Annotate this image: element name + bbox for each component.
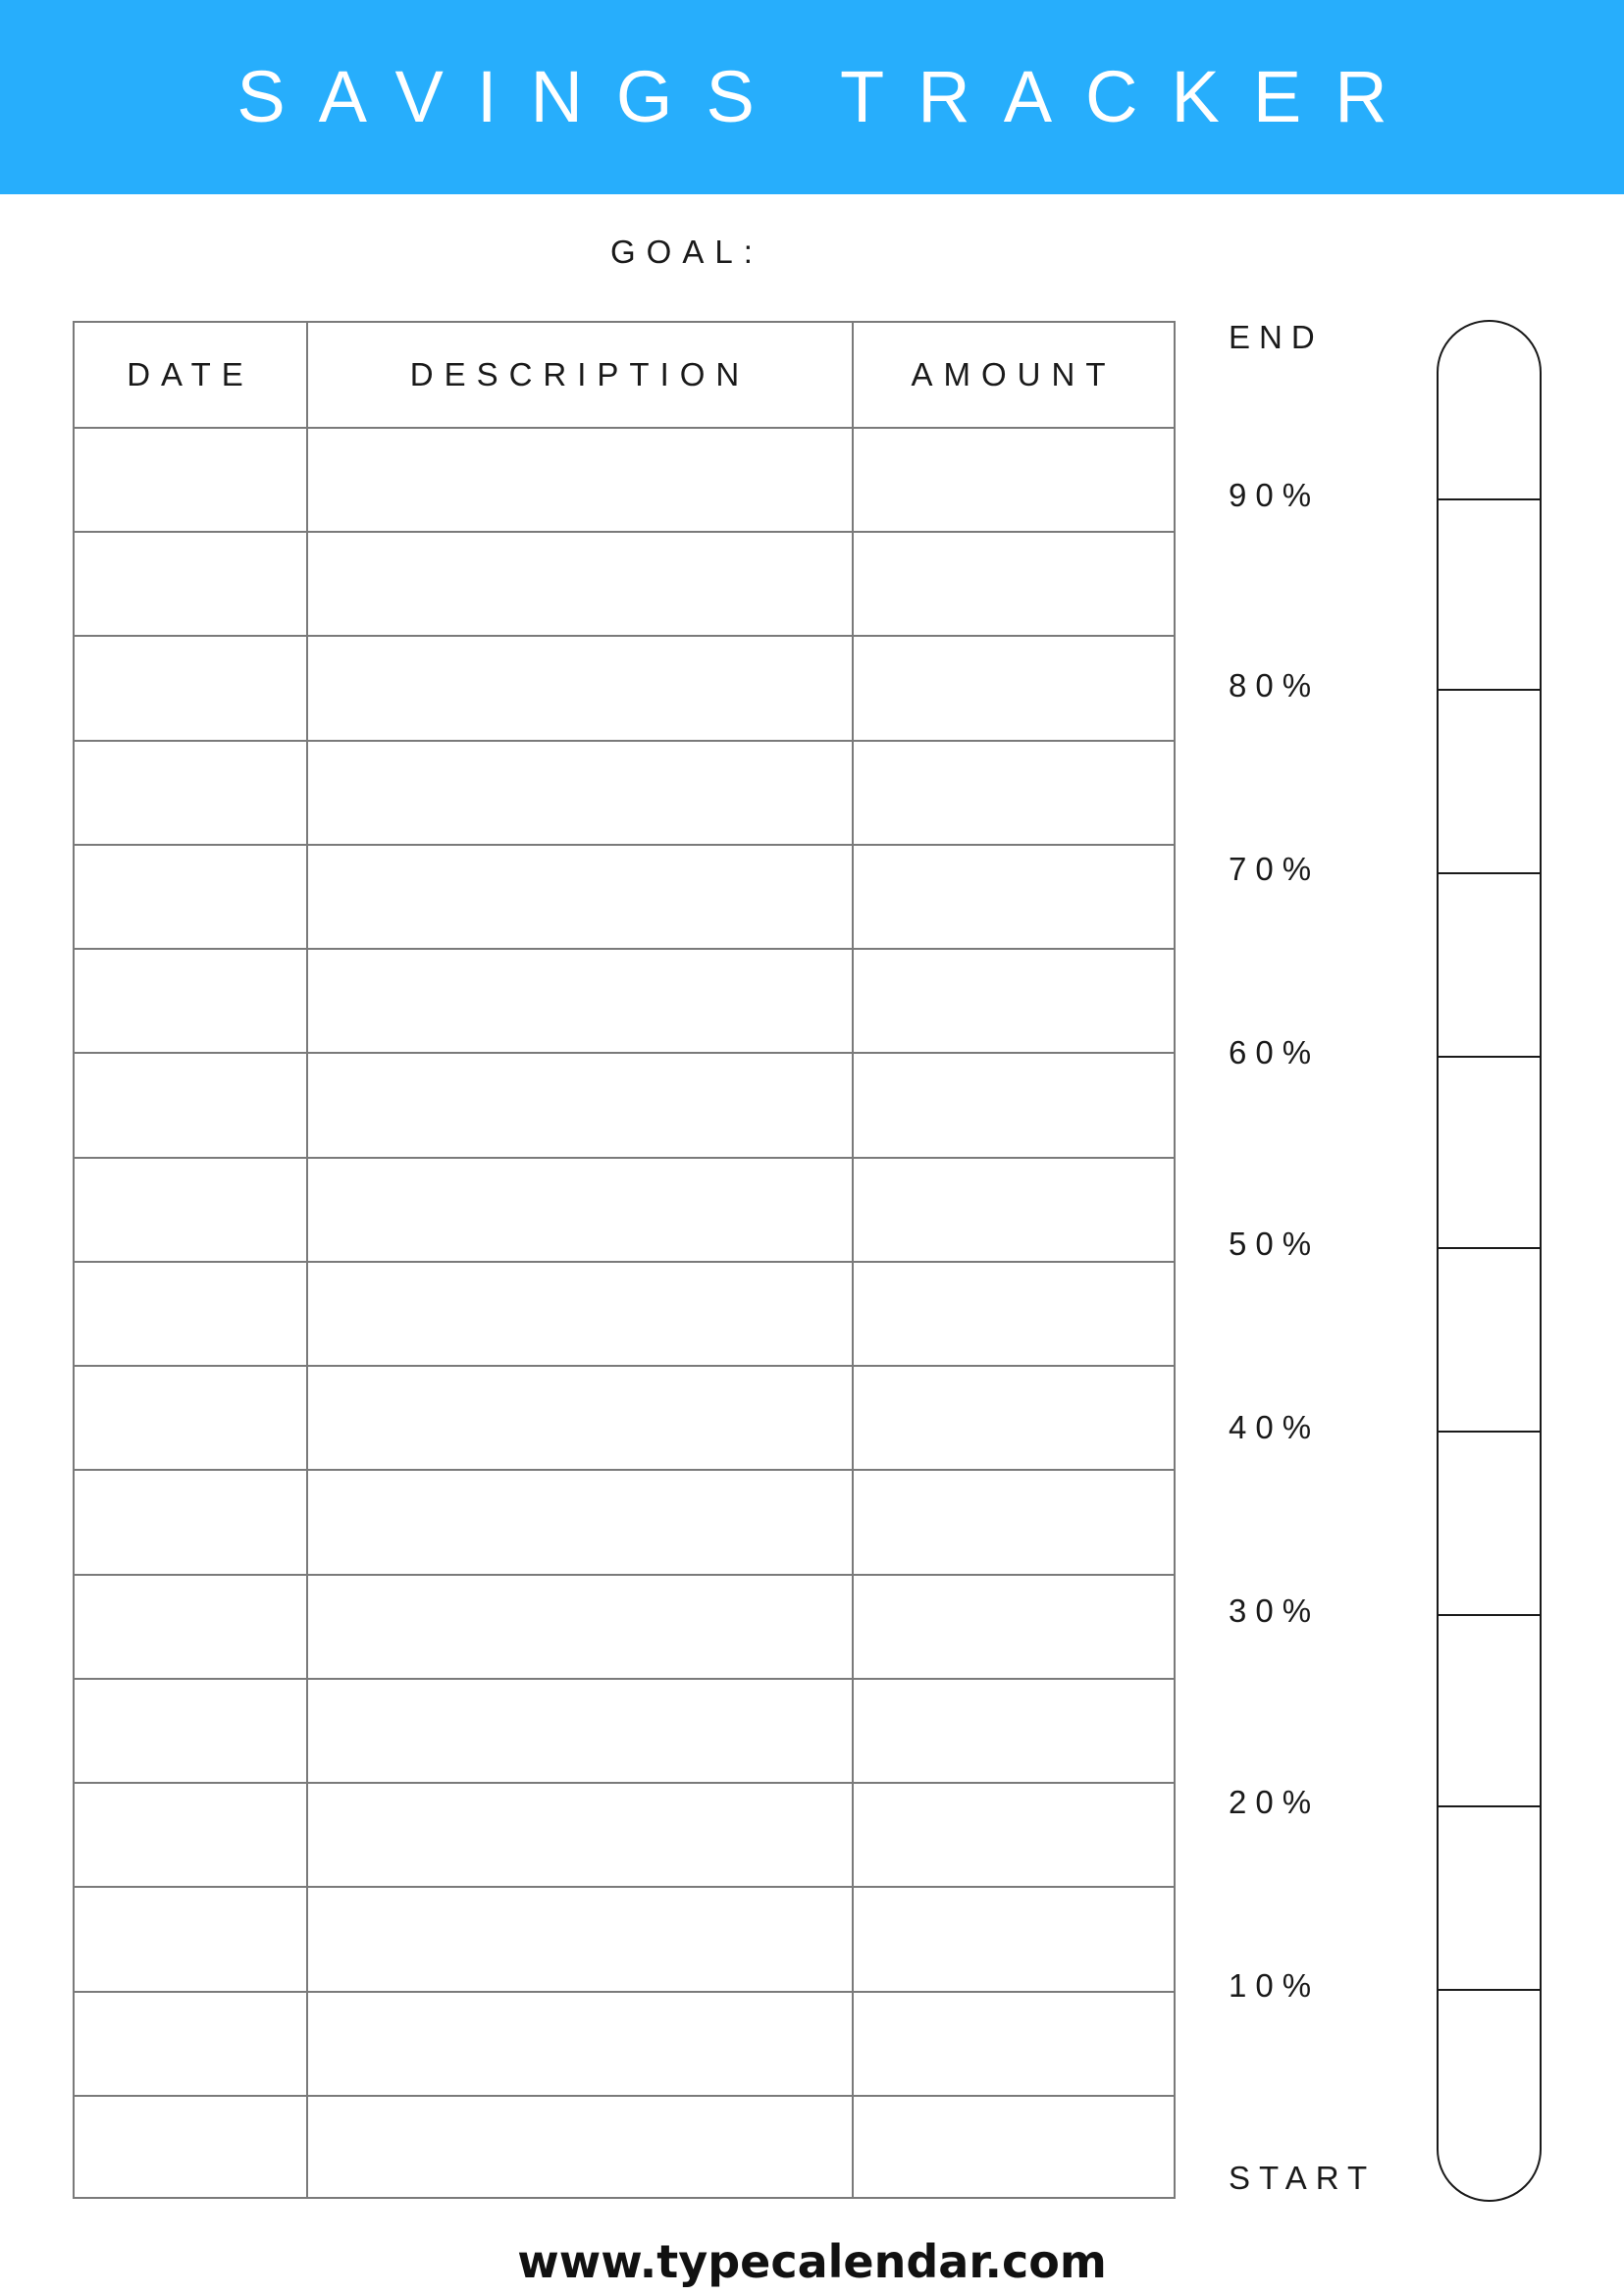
tick-70	[1439, 872, 1540, 874]
table-row[interactable]	[75, 1574, 1174, 1576]
table-row[interactable]	[75, 1469, 1174, 1471]
table-row[interactable]	[75, 2095, 1174, 2097]
page-title: SAVINGS TRACKER	[236, 56, 1421, 137]
tick-80	[1439, 689, 1540, 691]
table-row[interactable]	[75, 635, 1174, 637]
scale-label-10: 10%	[1229, 1967, 1321, 2004]
table-row[interactable]	[75, 948, 1174, 950]
table-row[interactable]	[75, 1261, 1174, 1263]
scale-label-60: 60%	[1229, 1034, 1321, 1070]
table-row[interactable]	[75, 844, 1174, 846]
footer-url[interactable]: www.typecalendar.com	[517, 2235, 1107, 2288]
table-row[interactable]	[75, 531, 1174, 533]
table-row[interactable]	[75, 740, 1174, 742]
scale-label-30: 30%	[1229, 1592, 1321, 1629]
column-header-date: DATE	[127, 356, 254, 392]
table-row[interactable]	[75, 427, 1174, 429]
scale-label-90: 90%	[1229, 477, 1321, 513]
scale-label-20: 20%	[1229, 1784, 1321, 1820]
tick-10	[1439, 1989, 1540, 1991]
tick-90	[1439, 498, 1540, 500]
scale-label-50: 50%	[1229, 1226, 1321, 1262]
scale-label-40: 40%	[1229, 1409, 1321, 1445]
scale-label-end: END	[1229, 319, 1324, 355]
goal-label: GOAL:	[610, 234, 763, 270]
tick-60	[1439, 1056, 1540, 1058]
tick-30	[1439, 1614, 1540, 1616]
tick-40	[1439, 1431, 1540, 1433]
table-row[interactable]	[75, 1991, 1174, 1993]
column-divider	[852, 323, 854, 2197]
table-row[interactable]	[75, 1678, 1174, 1680]
scale-label-70: 70%	[1229, 851, 1321, 887]
table-row[interactable]	[75, 1157, 1174, 1159]
table-row[interactable]	[75, 1782, 1174, 1784]
tick-20	[1439, 1805, 1540, 1807]
savings-progress-thermometer[interactable]	[1437, 320, 1542, 2202]
tick-50	[1439, 1247, 1540, 1249]
scale-label-80: 80%	[1229, 667, 1321, 704]
table-row[interactable]	[75, 1365, 1174, 1367]
column-header-amount: AMOUNT	[911, 356, 1117, 392]
column-divider	[306, 323, 308, 2197]
table-row[interactable]	[75, 1886, 1174, 1888]
table-row[interactable]	[75, 1052, 1174, 1054]
savings-table	[73, 321, 1176, 2199]
scale-label-start: START	[1229, 2160, 1377, 2196]
column-header-description: DESCRIPTION	[409, 356, 751, 392]
header-banner	[0, 0, 1624, 194]
